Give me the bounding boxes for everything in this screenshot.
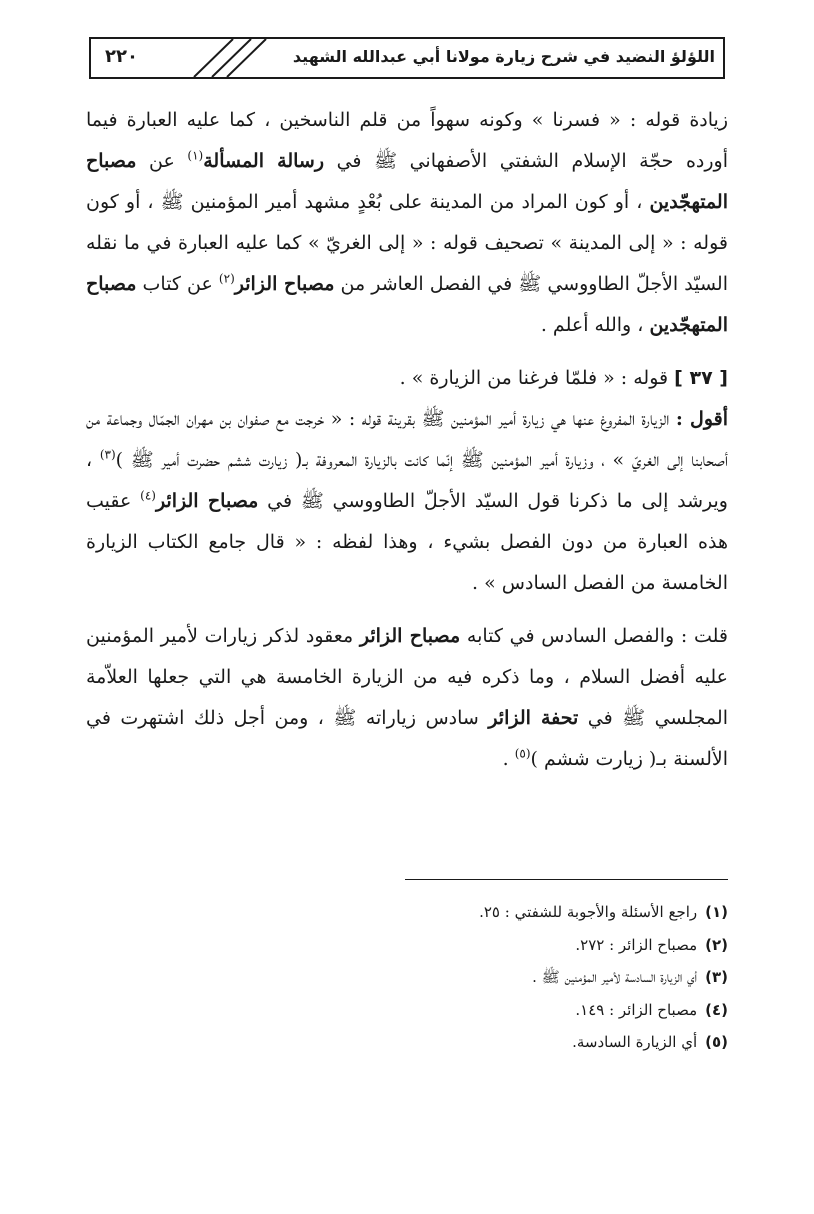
- footnote-number: (١): [705, 903, 728, 921]
- footnote-number: (٢): [705, 935, 728, 954]
- text-run: ، أو كون المراد من المدينة على بُعْدٍ مشهد أمير المؤمنين ﷺ ، أو كون قوله : « إلى المدينة » تصحيف قوله : « إلى الغريّ » كما عليه العبارة في ما نقله السيّد الأجلّ الطاووسي ﷺ في الفصل العاشر من: [86, 191, 728, 295]
- footnote-item: [86, 896, 728, 929]
- text-run: .: [502, 748, 515, 770]
- book-title: اللؤلؤ النضيد في شرح زيارة مولانا أبي عبدالله الشهيد: [292, 47, 715, 66]
- footnote-item: [86, 994, 728, 1027]
- footnote-divider: [405, 879, 728, 880]
- paragraph-3: [86, 616, 728, 780]
- text-run: عقيب هذه العبارة من دون الفصل بشيء ، وهذا لفظه : « قال جامع الكتاب الزيارة الخامسة من الفصل السادس » .: [86, 490, 728, 594]
- bold-title: مصباح الزائر: [234, 273, 335, 295]
- running-header: [89, 37, 725, 79]
- paragraph-1: [86, 100, 728, 346]
- bold-title: مصباح الزائر: [155, 490, 259, 512]
- footnotes: [86, 896, 728, 1059]
- text-run: الزيارة المفروغ عنها هي زيارة أمير المؤمنين ﷺ بقرينة قوله : « خرجت مع صفوان بن مهران الجمّال وجماعة من أصحابنا إلى الغريّ » ، وزيارة أمير المؤمنين ﷺ إنّما كانت بالزيارة المعروفة بـ( زيارت ششم حضرت أمير ﷺ ): [86, 408, 729, 471]
- footnote-ref-3[interactable]: (٣): [99, 447, 116, 462]
- bold-title: مصباح المتهجّدين: [86, 150, 728, 213]
- footnote-text: أي الزيارة السادسة.: [572, 1033, 698, 1051]
- footnote-ref-1[interactable]: (١): [187, 148, 204, 163]
- bold-title: تحفة الزائر: [488, 707, 579, 729]
- footnote-ref-2[interactable]: (٢): [218, 271, 235, 286]
- section-heading: [86, 358, 728, 399]
- footnote-number: (٣): [705, 968, 728, 986]
- main-text: [86, 100, 728, 780]
- text-run: قلت : والفصل السادس في كتابه: [460, 625, 728, 647]
- footnote-text: أي الزيارة السادسة لأمير المؤمنين ﷺ .: [532, 968, 698, 986]
- text-run: عن كتاب: [136, 273, 219, 295]
- text-run: ، والله أعلم .: [540, 314, 650, 336]
- bold-title: رسالة المسألة: [203, 150, 325, 172]
- footnote-number: (٤): [705, 1000, 728, 1019]
- lead-word: أقول :: [675, 408, 728, 430]
- text-run: ، ويرشد إلى ما ذكرنا قول السيّد الأجلّ الطاووسي ﷺ في: [86, 449, 728, 512]
- bold-title: مصباح الزائر: [359, 625, 461, 647]
- section-quote: قوله : « فلمّا فرغنا من الزيارة » .: [399, 367, 675, 389]
- footnote-item: [86, 929, 728, 962]
- footnote-ref-4[interactable]: (٤): [140, 488, 156, 503]
- footnote-item: [86, 1026, 728, 1059]
- bold-title: مصباح المتهجّدين: [86, 273, 728, 336]
- section-number: [ ٣٧ ]: [674, 367, 728, 389]
- page-number: ٢٢٠: [105, 46, 138, 67]
- text-run: عن: [136, 150, 188, 172]
- text-run: معقود لذكر زيارات لأمير المؤمنين عليه أفضل السلام ، وما ذكره فيه من الزيارة الخامسة هي التي جعلها العلاّمة المجلسي ﷺ في: [86, 625, 728, 729]
- text-run: سادس زياراته ﷺ ، ومن أجل ذلك اشتهرت في الألسنة بـ( زيارت ششم ): [86, 707, 728, 770]
- footnote-ref-5[interactable]: (٥): [514, 746, 531, 761]
- footnote-text: راجع الأسئلة والأجوبة للشفتي : ٢٥.: [479, 903, 698, 921]
- paragraph-2: [86, 399, 728, 604]
- text-run: زيادة قوله : « فسرنا » وكونه سهواً من قلم الناسخين ، كما عليه العبارة فيما أورده حجّة الإسلام الشفتي الأصفهاني ﷺ في: [86, 109, 728, 172]
- footnote-item: [86, 961, 728, 994]
- footnote-text: مصباح الزائر : ١٤٩.: [575, 1000, 698, 1019]
- footnote-number: (٥): [705, 1033, 728, 1051]
- footnote-text: مصباح الزائر : ٢٧٢.: [575, 935, 698, 954]
